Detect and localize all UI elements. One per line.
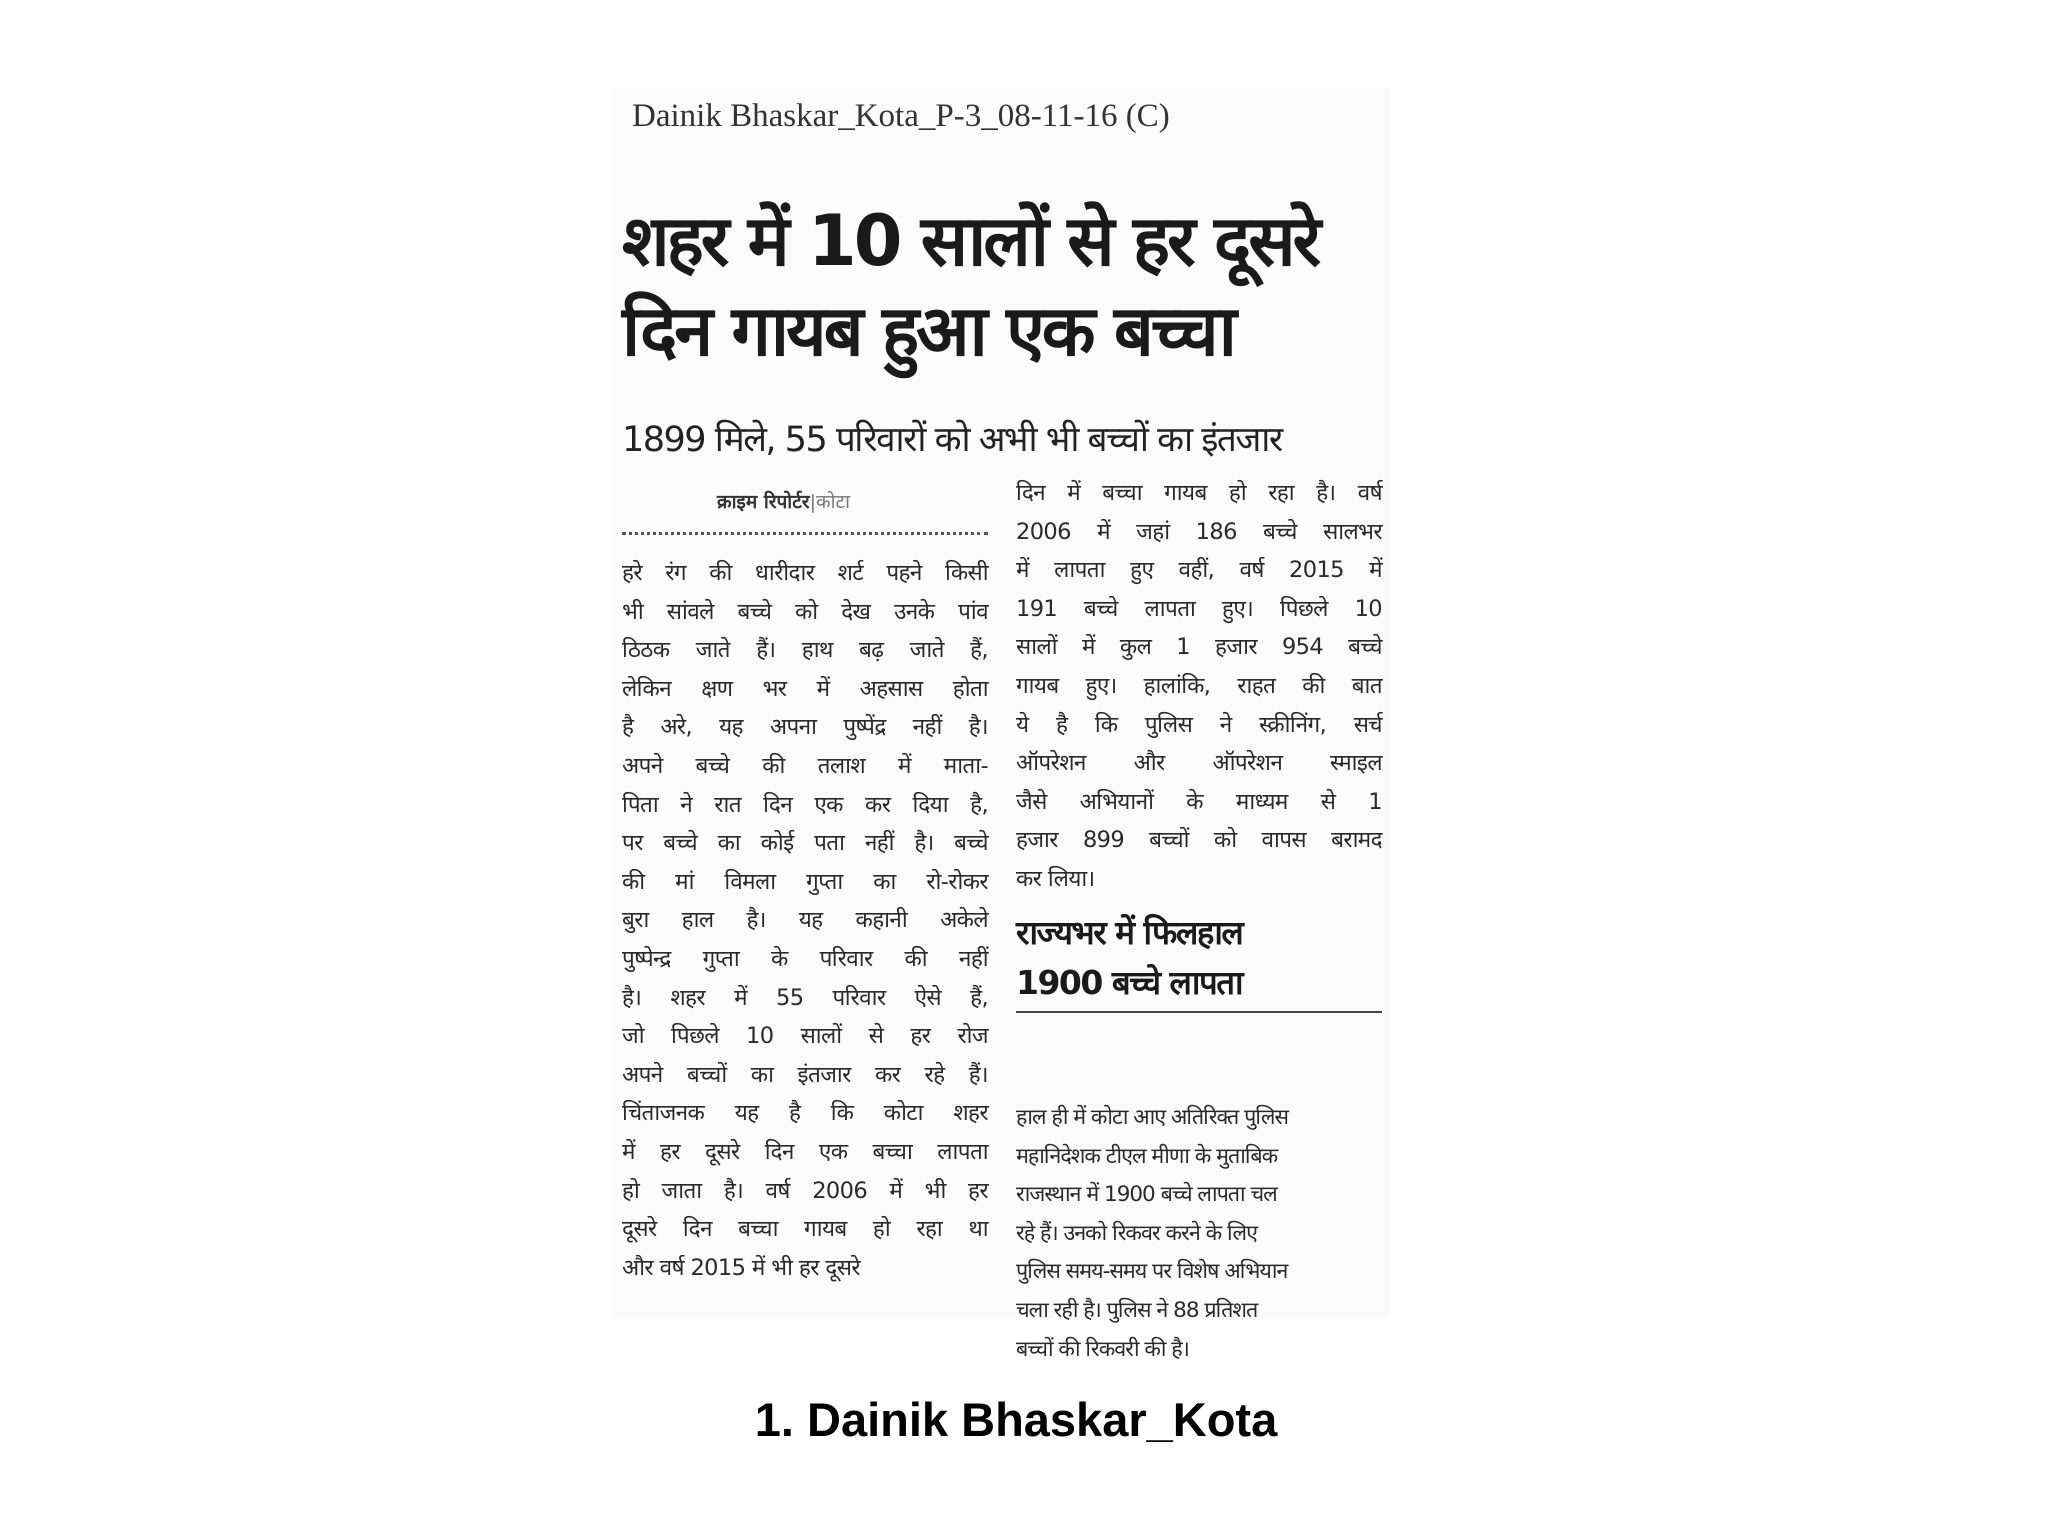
dotted-divider	[622, 532, 988, 535]
text-line: चिंताजनक यह है कि कोटा शहर	[622, 1100, 988, 1127]
text-line: में हर दूसरे दिन एक बच्चा लापता	[622, 1138, 988, 1165]
slide-caption: 1. Dainik Bhaskar_Kota	[754, 1393, 1278, 1446]
text-line: हजार 899 बच्चों को वापस बरामद	[1016, 827, 1382, 854]
text-line: दिन में बच्चा गायब हो रहा है। वर्ष	[1016, 480, 1382, 506]
text-line: है अरे, यह अपना पुष्पेंद्र नहीं है।	[622, 714, 988, 741]
right-column-bottom	[1016, 1099, 1382, 1369]
text-line: ठिठक जाते हैं। हाथ बढ़ जाते हैं,	[622, 637, 988, 664]
text-line: और वर्ष 2015 में भी हर दूसरे	[622, 1254, 860, 1281]
text-line: हरे रंग की धारीदार शर्ट पहने किसी	[622, 560, 988, 586]
clipping-source: Dainik Bhaskar_Kota_P-3_08-11-16 (C)	[632, 98, 1170, 134]
subheadline: 1899 मिले, 55 परिवारों को अभी भी बच्चों का इंतजार	[622, 420, 1282, 460]
subheading	[1016, 908, 1382, 1008]
text-line: पिता ने रात दिन एक कर दिया है,	[622, 791, 988, 818]
subheading-line: राज्यभर में फिलहाल	[1016, 913, 1243, 952]
text-line: ये है कि पुलिस ने स्क्रीनिंग, सर्च	[1016, 711, 1382, 738]
text-line: लेकिन क्षण भर में अहसास होता	[622, 675, 988, 702]
text-line: जो पिछले 10 सालों से हर रोज	[622, 1023, 988, 1050]
newspaper-clipping	[612, 88, 1390, 1362]
headline	[622, 196, 1392, 376]
text-line: की मां विमला गुप्ता का रो-रोकर	[622, 868, 988, 895]
text-line: चला रही है। पुलिस ने 88 प्रतिशत	[1016, 1297, 1258, 1323]
text-line: दूसरे दिन बच्चा गायब हो रहा था	[622, 1216, 988, 1243]
text-line: पुलिस समय-समय पर विशेष अभियान	[1016, 1259, 1288, 1285]
text-line: सालों में कुल 1 हजार 954 बच्चे	[1016, 634, 1382, 661]
text-line: गायब हुए। हालांकि, राहत की बात	[1016, 672, 1382, 699]
byline-separator: |	[809, 491, 816, 513]
text-line: हाल ही में कोटा आए अतिरिक्त पुलिस	[1016, 1105, 1289, 1130]
headline-line: दिन गायब हुआ एक बच्चा	[622, 290, 1234, 372]
text-line: में लापता हुए वहीं, वर्ष 2015 में	[1016, 557, 1382, 584]
text-line: महानिदेशक टीएल मीणा के मुताबिक	[1016, 1143, 1278, 1169]
byline-city: कोटा	[815, 491, 850, 513]
text-line: राजस्थान में 1900 बच्चे लापता चल	[1016, 1182, 1277, 1208]
text-line: है। शहर में 55 परिवार ऐसे हैं,	[622, 984, 988, 1011]
subheading-line: 1900 बच्चे लापता	[1016, 963, 1243, 1002]
text-line: हो जाता है। वर्ष 2006 में भी हर	[622, 1177, 988, 1204]
text-line: पुष्पेन्द्र गुप्ता के परिवार की नहीं	[622, 945, 988, 972]
text-line: ऑपरेशन और ऑपरेशन स्माइल	[1016, 750, 1382, 777]
text-line: रहे हैं। उनको रिकवर करने के लिए	[1016, 1220, 1257, 1246]
right-column-top	[1016, 474, 1382, 899]
text-line: पर बच्चे का कोई पता नहीं है। बच्चे	[622, 830, 988, 857]
left-column	[622, 554, 988, 1287]
headline-line: शहर में 10 सालों से हर दूसरे	[622, 200, 1319, 282]
text-line: 191 बच्चे लापता हुए। पिछले 10	[1016, 595, 1382, 622]
section-rule	[1016, 1011, 1382, 1013]
text-line: 2006 में जहां 186 बच्चे सालभर	[1016, 518, 1382, 545]
text-line: अपने बच्चों का इंतजार कर रहे हैं।	[622, 1061, 988, 1088]
text-line: कर लिया।	[1016, 865, 1095, 892]
byline-reporter: क्राइम रिपोर्टर	[717, 491, 810, 513]
text-line: भी सांवले बच्चे को देख उनके पांव	[622, 598, 988, 625]
text-line: अपने बच्चे की तलाश में माता-	[622, 752, 988, 779]
byline	[717, 488, 850, 514]
text-line: जैसे अभियानों के माध्यम से 1	[1016, 788, 1382, 815]
text-line: बुरा हाल है। यह कहानी अकेले	[622, 907, 988, 934]
text-line: बच्चों की रिकवरी की है।	[1016, 1336, 1189, 1362]
